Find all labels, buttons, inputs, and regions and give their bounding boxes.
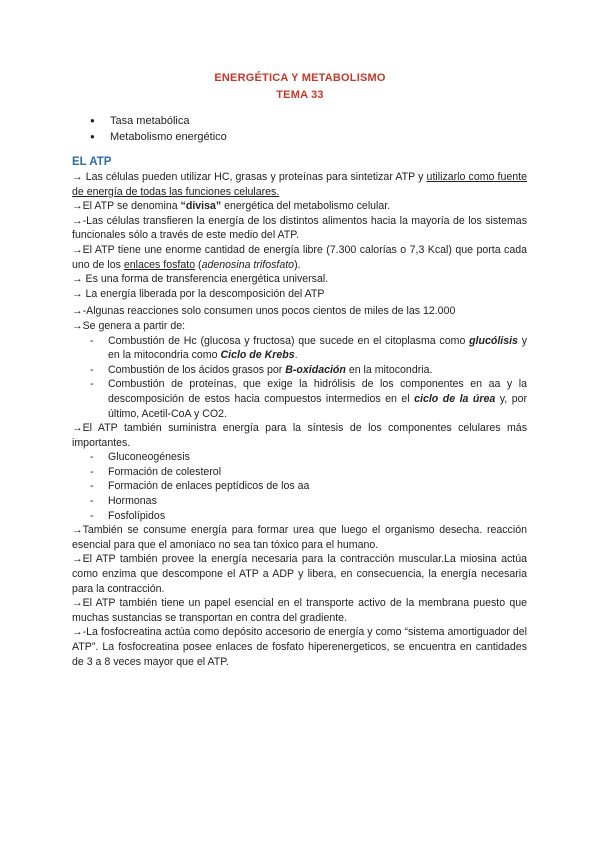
paragraph: →El ATP también tiene un papel esencial en el transporte activo de la membrana puesto que muchas sustancias se transportan en contra del gradiente.	[72, 597, 527, 624]
underlined-text: enlaces fosfato	[123, 258, 196, 271]
emphasis-text: Ciclo de Krebs	[220, 349, 295, 362]
text: →El ATP tiene une enorme cantidad de energía libre (7.300 calorías o 7,3 Kcal) que porta cada uno de los	[72, 243, 527, 271]
text: Combustión de proteínas, que exige la hidrólisis de los componentes en aa y la descomposición de estos hacia compuestos intermedios en el	[108, 378, 527, 405]
emphasis-text: ciclo de la úrea	[414, 392, 496, 405]
text: en la mitocondria.	[345, 363, 433, 376]
paragraph: → Es una forma de transferencia energética universal.	[72, 273, 329, 286]
document-subtitle: TEMA 33	[276, 89, 324, 101]
list-item	[72, 334, 527, 363]
topic-list	[90, 113, 227, 145]
paragraph: →También se consume energía para formar urea que luego el organismo desecha. reacción esencial para que el amoniaco no sea tan tóxico para el humano.	[72, 524, 527, 551]
paragraph: →El ATP también provee la energía necesaria para la contracción muscular.La miosina actúa como enzima que descompone el ATP a ADP y libera, en consecuencia, la energía necesaria para la contracción.	[72, 553, 527, 595]
italic-text: adenosina trifosfato	[201, 258, 295, 271]
text: y en la mitocondria como	[108, 334, 527, 362]
paragraph: →-La fosfocreatina actúa como depósito accesorio de energía y como “sistema amortiguador del ATP”. La fosfocreatina posee enlaces de fosfato hiperenergeticos, se encuentra en cantidades de 3 a 8 veces mayor que el ATP.	[72, 626, 527, 668]
bold-text: “divisa”	[180, 200, 222, 213]
text: (	[195, 258, 202, 271]
paragraph: →Se genera a partir de:	[72, 319, 186, 332]
text: energética del metabolismo celular.	[221, 200, 391, 213]
text: Combustión de los ácidos grasos por	[108, 363, 286, 376]
paragraph: →-Algunas reacciones solo consumen unos pocos cientos de miles de las 12.000	[72, 305, 456, 318]
list-item	[72, 363, 527, 378]
list-item: - Formación de enlaces peptídicos de los aa	[72, 479, 527, 494]
paragraph: →-Las células transfieren la energía de los distintos alimentos hacia la mayoría de los sistemas funcionales sólo a través de este medio del ATP.	[72, 214, 527, 242]
list-item: - Fosfolípidos	[72, 509, 527, 524]
text: →El ATP se denomina	[72, 200, 181, 213]
emphasis-text: B-oxidación	[285, 363, 346, 376]
text: Combustión de Hc (glucosa y fructosa) que sucede en el citoplasma como	[108, 334, 470, 347]
paragraph	[72, 170, 527, 199]
emphasis-text: glucólisis	[469, 334, 518, 347]
underlined-text: utilizarlo como fuente de energía de todas las funciones celulares.	[72, 171, 527, 198]
text: .	[294, 349, 298, 362]
list-item	[72, 377, 527, 421]
paragraph	[72, 199, 527, 214]
list-item: - Gluconeogénesis	[72, 450, 527, 465]
paragraph	[72, 243, 527, 272]
text: y, por último, Acetil-CoA y CO2.	[108, 392, 528, 420]
paragraph: →El ATP también suministra energía para la síntesis de los componentes celulares más importantes.	[72, 422, 527, 449]
text: → Las células pueden utilizar HC, grasas y proteínas para sintetizar ATP y	[72, 171, 427, 183]
text: ).	[294, 258, 301, 271]
topic-item: ● Metabolismo energético	[90, 129, 227, 145]
section-heading: EL ATP	[72, 156, 112, 168]
topic-item: ● Tasa metabólica	[90, 113, 227, 129]
list-item: - Hormonas	[72, 494, 527, 509]
list-item: - Formación de colesterol	[72, 465, 527, 480]
document-title: ENERGÉTICA Y METABOLISMO	[214, 72, 386, 84]
paragraph: → La energía liberada por la descomposición del ATP	[72, 287, 325, 300]
body-text	[72, 170, 527, 669]
